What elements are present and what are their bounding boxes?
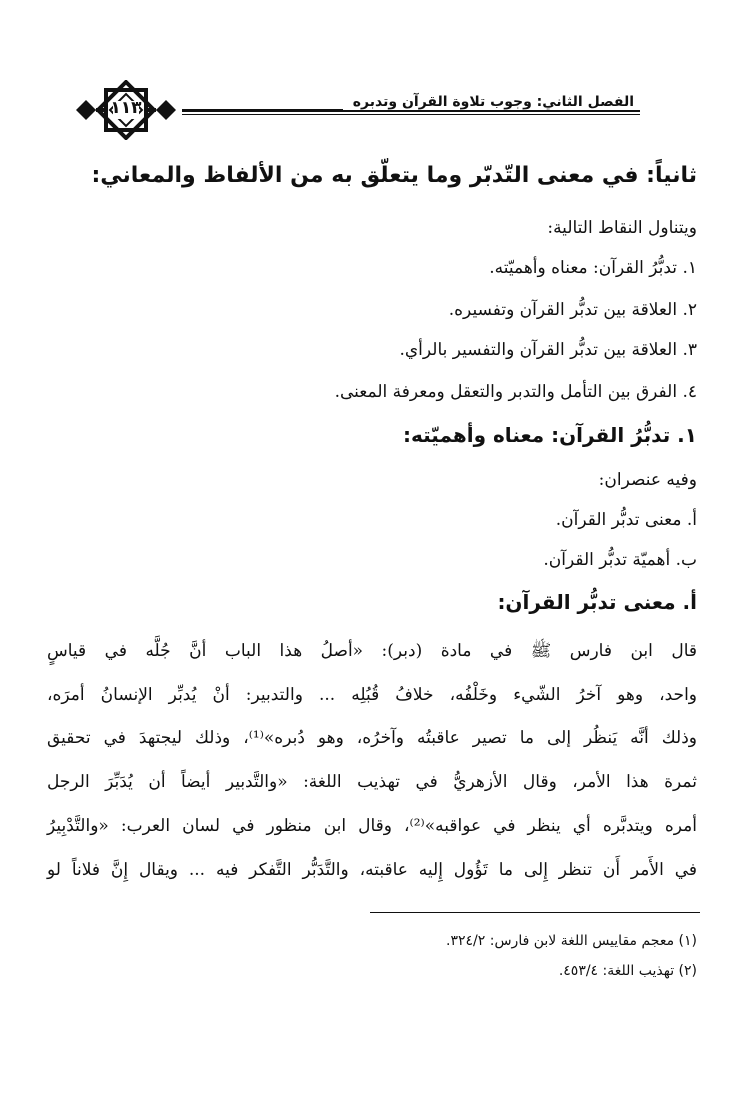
running-header xyxy=(70,80,640,140)
header-rule-thin xyxy=(182,114,640,115)
subsection-intro: وفيه عنصران: xyxy=(598,470,697,490)
body-line: واحد، وهو آخرُ الشّيء وخَلْفُه، خلافُ قُبُلِه ... والتدبير: أنْ يُدبِّر الإنسانُ أمرَه، xyxy=(47,685,697,705)
list-item: أ. معنى تدبُّر القرآن. xyxy=(555,510,697,530)
subsection-heading: ١. تدبُّرُ القرآن: معناه وأهميّته: xyxy=(403,423,697,447)
list-item: ٣. العلاقة بين تدبُّر القرآن والتفسير بالرأي. xyxy=(399,340,697,360)
footnote-rule xyxy=(370,912,700,913)
section-intro: ويتناول النقاط التالية: xyxy=(547,218,697,238)
body-line: ثمرة هذا الأمر، وقال الأزهريُّ في تهذيب اللغة: «والتَّدبير أيضاً أن يُدَبِّرَ الرجل xyxy=(47,772,697,792)
list-item: ب. أهميّة تدبُّر القرآن. xyxy=(543,550,697,570)
subsubsection-heading: أ. معنى تدبُّر القرآن: xyxy=(497,590,697,614)
page-number: ١١٣ xyxy=(110,98,142,118)
footnote: (٢) تهذيب اللغة: ٤٥٣/٤. xyxy=(558,963,697,979)
chapter-title: الفصل الثاني: وجوب تلاوة القرآن وتدبره xyxy=(343,94,640,110)
body-line: أمره ويتدبَّره أي ينظر في عواقبه»⁽²⁾، وقال ابن منظور في لسان العرب: «والتَّدْبِيرُ xyxy=(47,816,697,836)
body-line: وذلك أنَّه يَنظُر إلى ما تصير عاقبتُه وآخرُه، وهو دُبره»⁽¹⁾، وذلك ليجتهدَ في تحقيق xyxy=(47,728,697,748)
list-item: ١. تدبُّرُ القرآن: معناه وأهميّته. xyxy=(489,258,697,278)
footnote: (١) معجم مقاييس اللغة لابن فارس: ٣٢٤/٢. xyxy=(446,933,697,949)
list-item: ٤. الفرق بين التأمل والتدبر والتعقل ومعرفة المعنى. xyxy=(334,382,697,402)
list-item: ٢. العلاقة بين تدبُّر القرآن وتفسيره. xyxy=(448,300,697,320)
body-line: قال ابن فارس ﷺ في مادة (دبر): «أصلُ هذا الباب أنَّ جُلَّه في قياسٍ xyxy=(47,641,697,661)
body-line: في الأَمر أَن تنظر إِلى ما تَؤُول إِليه عاقبته، والتَّدَبُّر التَّفكر فيه ... ويقال إِنَّ فلاناً لو xyxy=(47,860,697,880)
section-heading: ثانياً: في معنى التّدبّر وما يتعلّق به من الألفاظ والمعاني: xyxy=(91,163,697,188)
